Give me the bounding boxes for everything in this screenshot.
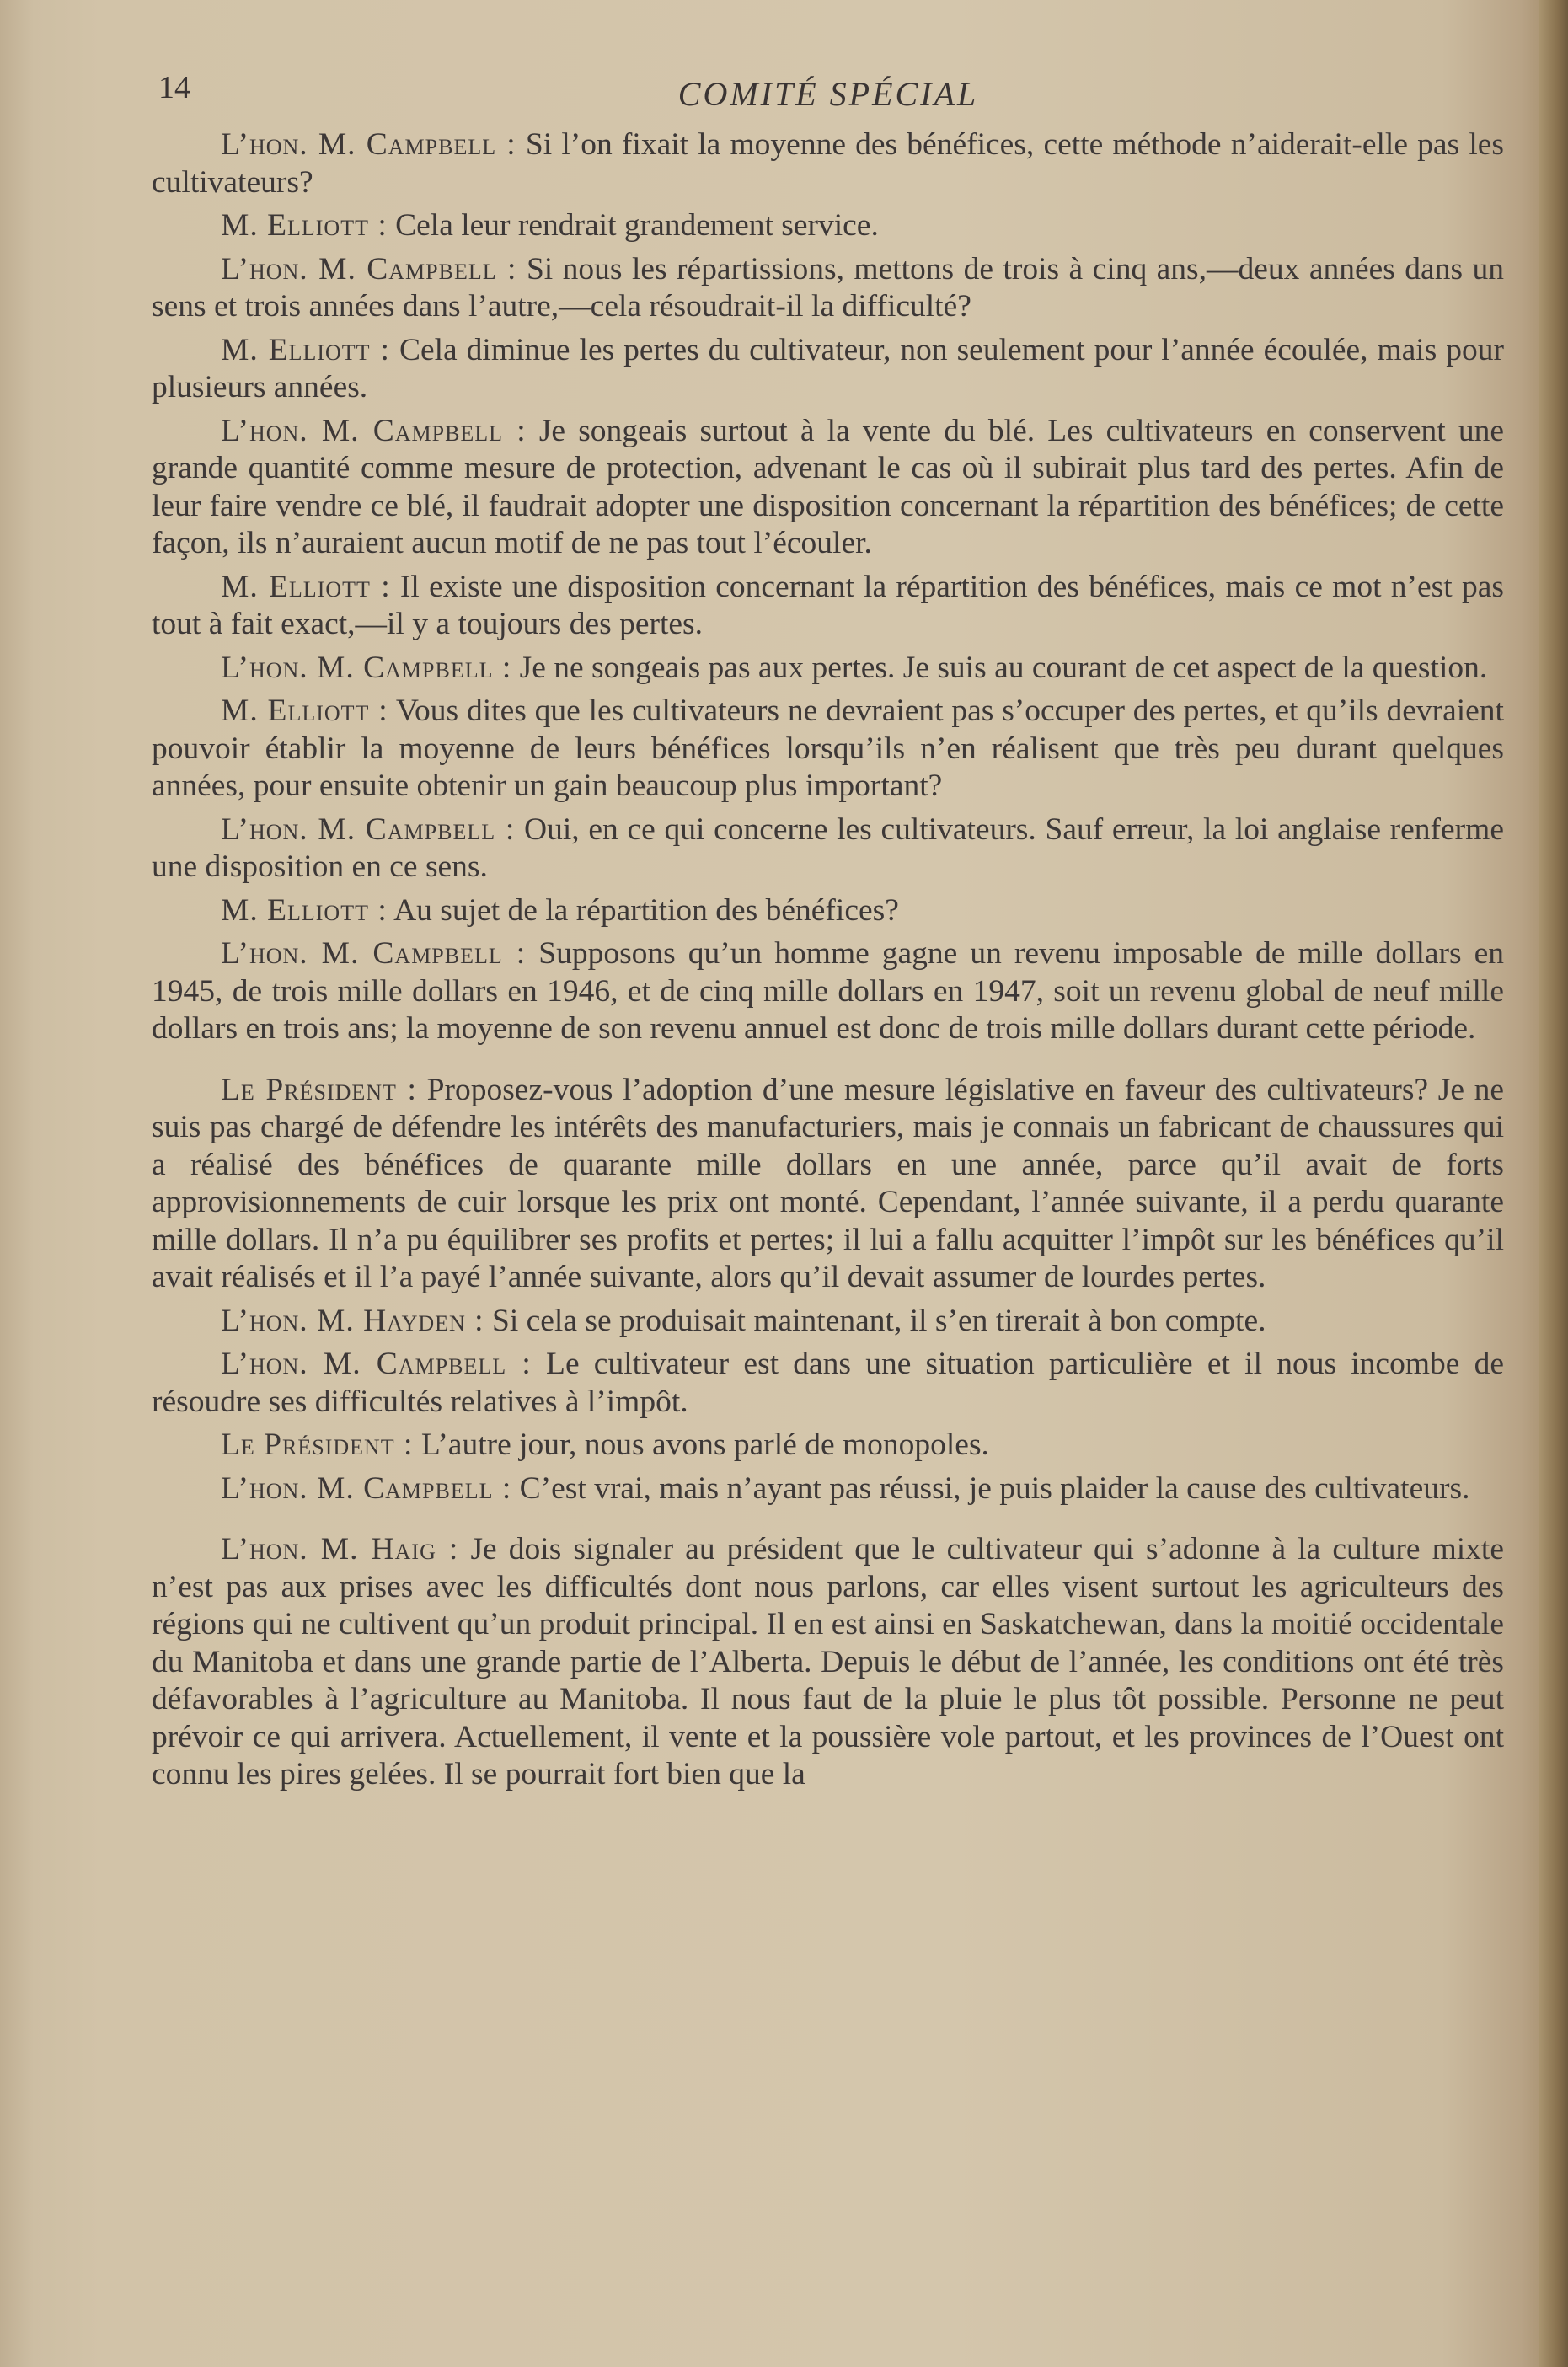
speaker-name: M. Elliott : — [221, 569, 391, 604]
speaker-name: L’hon. M. Campbell : — [221, 811, 516, 847]
paragraph-text: Si nous les répartissions, mettons de trois à cinq ans,—deux années dans un sens et trois années dans l’autre,—cela résoudrait-il la difficulté? — [152, 251, 1504, 324]
paragraph — [152, 935, 1504, 1048]
speaker-name: M. Elliott : — [221, 693, 388, 728]
paragraph-text: Cela leur rendrait grandement service. — [395, 208, 879, 243]
speaker-name: L’hon. M. Hayden : — [221, 1303, 484, 1338]
paragraph — [152, 207, 1504, 245]
speaker-name: L’hon. M. Campbell : — [221, 1470, 512, 1506]
paragraph — [152, 569, 1504, 644]
paragraph — [152, 1303, 1504, 1341]
paragraph — [152, 1072, 1504, 1297]
speaker-name: L’hon. M. Campbell : — [221, 650, 512, 685]
paragraph-text: Oui, en ce qui concerne les cultivateurs. Sauf erreur, la loi anglaise renferme une disposition en ce sens. — [152, 811, 1504, 884]
speaker-name: M. Elliott : — [221, 892, 388, 928]
paragraph-text: Au sujet de la répartition des bénéfices? — [393, 892, 899, 928]
speaker-name: L’hon. M. Campbell : — [221, 251, 517, 287]
paragraph-text: Je ne songeais pas aux pertes. Je suis au courant de cet aspect de la question. — [519, 650, 1488, 685]
paragraph-text: Le cultivateur est dans une situation particulière et il nous incombe de résoudre ses difficultés relatives à l’impôt. — [152, 1347, 1505, 1419]
paragraph-text: Je songeais surtout à la vente du blé. Les cultivateurs en conservent une grande quantité comme mesure de protection, advenant le cas où il subirait plus tard des pertes. Afin de leur faire vendre ce blé, il faudrait adopter une disposition concernant la répartition des bénéfices; de cette façon, ils n’auraient aucun motif de ne pas tout l’écouler. — [152, 413, 1504, 560]
paragraph — [152, 1531, 1504, 1794]
paragraph — [152, 1427, 1504, 1465]
paragraph — [152, 892, 1504, 930]
speaker-name: Le Président : — [221, 1072, 417, 1107]
speaker-name: Le Président : — [221, 1427, 414, 1462]
paragraph-text: Vous dites que les cultivateurs ne devraient pas s’occuper des pertes, et qu’ils devraient pouvoir établir la moyenne de leurs bénéfices lorsqu’ils n’en réalisent que très peu durant quelques années, pour ensuite obtenir un gain beaucoup plus important? — [152, 693, 1504, 803]
paragraph-text: Si cela se produisait maintenant, il s’en tirerait à bon compte. — [491, 1303, 1266, 1338]
paragraph-text: Cela diminue les pertes du cultivateur, non seulement pour l’année écoulée, mais pour plusieurs années. — [152, 332, 1505, 404]
paragraph-text: Proposez-vous l’adoption d’une mesure législative en faveur des cultivateurs? Je ne suis pas chargé de défendre les intérêts des manufacturiers, mais je connais un fabricant de chaussures qui a réalisé des bénéfices de quarante mille dollars en une année, parce qu’il avait de forts approvisionnements de cuir lorsque les prix ont monté. Cependant, l’année suivante, il a perdu quarante mille dollars. Il n’a pu équilibrer ses profits et pertes; il lui a fallu acquitter l’impôt sur les bénéfices qu’il avait réalisés et il l’a payé l’année suivante, alors qu’il devait assumer de lourdes pertes. — [152, 1072, 1504, 1294]
paragraph — [152, 1470, 1504, 1508]
paragraph-text: Si l’on fixait la moyenne des bénéfices, cette méthode n’aiderait-elle pas les cultivateurs? — [152, 127, 1504, 200]
speaker-name: M. Elliott : — [221, 332, 390, 367]
page-edge — [1539, 0, 1568, 2367]
paragraph-text: Il existe une disposition concernant la répartition des bénéfices, mais ce mot n’est pas tout à fait exact,—il y a toujours des pertes. — [152, 569, 1504, 641]
page-header — [158, 69, 1498, 128]
page-number: 14 — [158, 70, 190, 105]
paragraph — [152, 693, 1504, 806]
speaker-name: M. Elliott : — [221, 208, 388, 243]
running-head: COMITÉ SPÉCIAL — [677, 75, 979, 113]
paragraph — [152, 251, 1504, 326]
paragraph — [152, 811, 1504, 886]
speaker-name: L’hon. M. Campbell : — [221, 1347, 532, 1381]
paragraph — [152, 650, 1504, 688]
speaker-name: L’hon. M. Haig : — [221, 1532, 459, 1566]
speaker-name: L’hon. M. Campbell : — [221, 413, 527, 448]
paragraph — [152, 413, 1504, 563]
transcript-body — [152, 126, 1504, 1800]
paragraph — [152, 332, 1504, 407]
speaker-name: L’hon. M. Campbell : — [221, 127, 516, 162]
paragraph-text: C’est vrai, mais n’ayant pas réussi, je puis plaider la cause des cultivateurs. — [519, 1470, 1470, 1506]
speaker-name: L’hon. M. Campbell : — [221, 936, 527, 971]
paragraph-text: Supposons qu’un homme gagne un revenu imposable de mille dollars en 1945, de trois mille dollars en 1946, et de cinq mille dollars en 1947, soit un revenu global de neuf mille dollars en trois ans; la moyenne de son revenu annuel est donc de trois mille dollars durant cette période. — [152, 936, 1504, 1046]
paragraph — [152, 126, 1504, 201]
paragraph-text: L’autre jour, nous avons parlé de monopoles. — [420, 1427, 989, 1462]
paragraph-text: Je dois signaler au président que le cultivateur qui s’adonne à la culture mixte n’est pas aux prises avec les difficultés dont nous parlons, car elles visent surtout les agriculteurs des régions qui ne cultivent qu’un produit principal. Il en est ainsi en Saskatchewan, dans la moitié occidentale du Manitoba et dans une grande partie de l’Alberta. Depuis le début de l’année, les conditions ont été très défavorables à l’agriculture au Manitoba. Il nous faut de la pluie le plus tôt possible. Personne ne peut prévoir ce qui arrivera. Actuellement, il vente et la poussière vole partout, et les provinces de l’Ouest ont connu les pires gelées. Il se pourrait fort bien que la — [152, 1532, 1504, 1791]
paragraph — [152, 1346, 1504, 1421]
